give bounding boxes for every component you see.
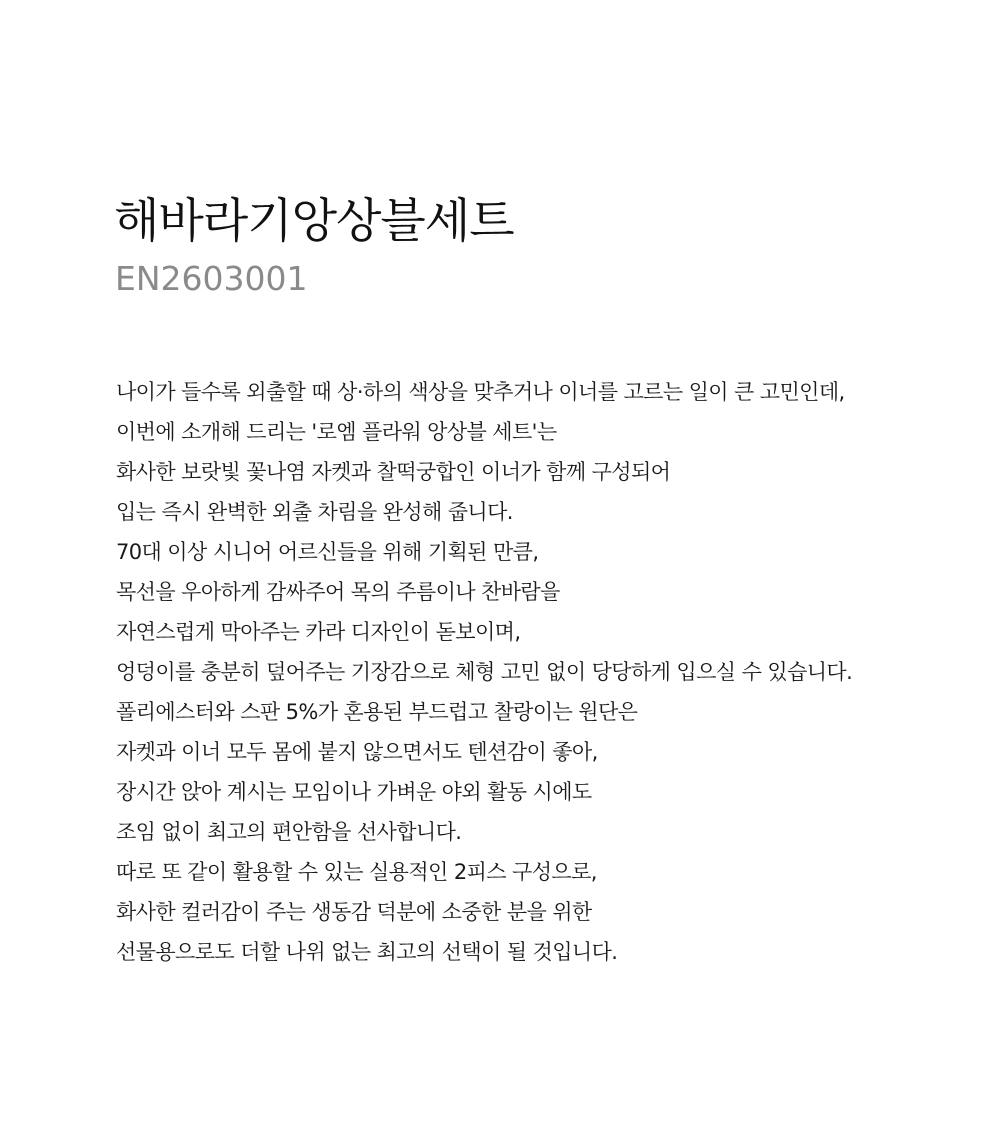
description-line: 따로 또 같이 활용할 수 있는 실용적인 2피스 구성으로, <box>116 860 597 884</box>
description-line: 장시간 앉아 계시는 모임이나 가벼운 야외 활동 시에도 <box>116 780 592 804</box>
product-description <box>116 372 976 972</box>
description-line: 나이가 들수록 외출할 때 상·하의 색상을 맞추거나 이너를 고르는 일이 큰 고민인데, <box>116 380 845 404</box>
description-line: 입는 즉시 완벽한 외출 차림을 완성해 줍니다. <box>116 500 513 524</box>
description-line: 자켓과 이너 모두 몸에 붙지 않으면서도 텐션감이 좋아, <box>116 740 598 764</box>
description-line: 조임 없이 최고의 편안함을 선사합니다. <box>116 820 462 844</box>
description-line: 목선을 우아하게 감싸주어 목의 주름이나 찬바람을 <box>116 580 560 604</box>
description-line: 화사한 보랏빛 꽃나염 자켓과 찰떡궁합인 이너가 함께 구성되어 <box>116 460 671 484</box>
description-line: 선물용으로도 더할 나위 없는 최고의 선택이 될 것입니다. <box>116 940 618 964</box>
description-line: 폴리에스터와 스판 5%가 혼용된 부드럽고 찰랑이는 원단은 <box>116 700 638 724</box>
product-code: EN2603001 <box>115 259 308 298</box>
description-line: 엉덩이를 충분히 덮어주는 기장감으로 체형 고민 없이 당당하게 입으실 수 있습니다. <box>116 660 853 684</box>
description-line: 화사한 컬러감이 주는 생동감 덕분에 소중한 분을 위한 <box>116 900 592 924</box>
product-title: 해바라기앙상블세트 <box>114 194 514 249</box>
description-line: 자연스럽게 막아주는 카라 디자인이 돋보이며, <box>116 620 521 644</box>
description-line: 이번에 소개해 드리는 '로엠 플라워 앙상블 세트'는 <box>116 420 557 444</box>
description-line: 70대 이상 시니어 어르신들을 위해 기획된 만큼, <box>116 540 539 564</box>
